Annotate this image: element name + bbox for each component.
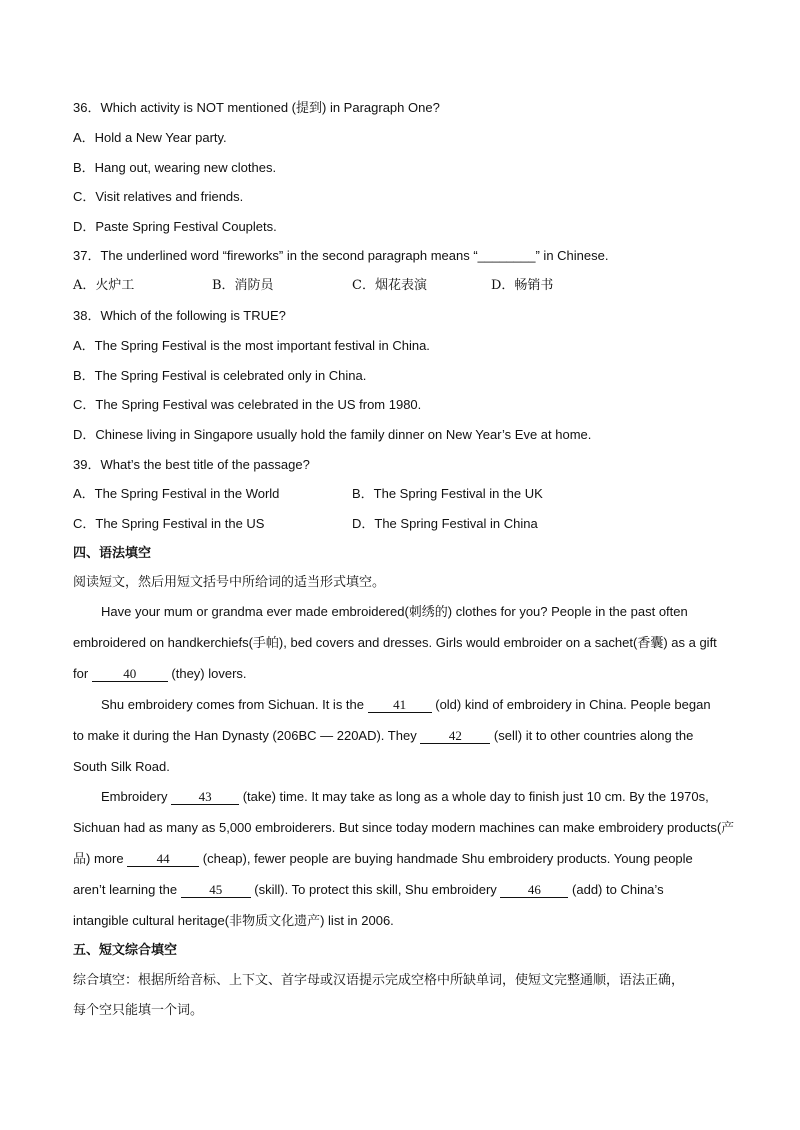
- q36-option-c: C．Visit relatives and friends.: [73, 189, 244, 204]
- passage-line: Sichuan had as many as 5,000 embroiderers. But since today modern machines can make embroidery products(产: [73, 820, 735, 835]
- blank-46[interactable]: 46: [500, 883, 568, 898]
- passage-line: aren’t learning the 45 (skill). To protect this skill, Shu embroidery 46 (add) to China’s: [73, 882, 664, 897]
- section4-heading: 四、语法填空: [73, 546, 152, 561]
- q38-option-d: D．Chinese living in Singapore usually hold the family dinner on New Year’s Eve at home.: [73, 427, 592, 442]
- q36-stem: 36．Which activity is NOT mentioned (提到) in Paragraph One?: [73, 100, 440, 115]
- passage-line: intangible cultural heritage(非物质文化遗产) list in 2006.: [73, 913, 394, 928]
- blank-40[interactable]: 40: [92, 667, 168, 682]
- q38-option-c: C．The Spring Festival was celebrated in the US from 1980.: [73, 397, 422, 412]
- blank-41[interactable]: 41: [368, 698, 432, 713]
- q37-option-a: A．火炉工: [73, 278, 135, 293]
- q37-option-b: B．消防员: [212, 278, 274, 293]
- q39-option-a: A．The Spring Festival in the World: [73, 486, 280, 501]
- blank-43[interactable]: 43: [171, 790, 239, 805]
- section5-heading: 五、短文综合填空: [73, 943, 178, 958]
- q39-stem: 39．What’s the best title of the passage?: [73, 457, 310, 472]
- passage-line: Shu embroidery comes from Sichuan. It is the 41 (old) kind of embroidery in China. People began: [101, 697, 711, 712]
- q37-option-d: D．畅销书: [491, 278, 554, 293]
- section4-instruction: 阅读短文，然后用短文括号中所给词的适当形式填空。: [73, 575, 386, 590]
- blank-44[interactable]: 44: [127, 852, 199, 867]
- passage-line: to make it during the Han Dynasty (206BC — 220AD). They 42 (sell) it to other countries along the: [73, 728, 694, 743]
- q38-option-a: A．The Spring Festival is the most important festival in China.: [73, 338, 430, 353]
- section5-instruction-cont: 每个空只能填一个词。: [73, 1003, 204, 1018]
- q39-option-b: B．The Spring Festival in the UK: [352, 486, 543, 501]
- passage-line: embroidered on handkerchiefs(手帕), bed covers and dresses. Girls would embroider on a sachet(香囊) as a gift: [73, 635, 717, 650]
- q36-option-a: A．Hold a New Year party.: [73, 130, 227, 145]
- passage-line: for 40 (they) lovers.: [73, 666, 247, 681]
- passage-line: 品) more 44 (cheap), fewer people are buying handmade Shu embroidery products. Young people: [73, 851, 693, 866]
- section5-instruction: 综合填空：根据所给音标、上下文、首字母或汉语提示完成空格中所缺单词，使短文完整通顺，语法正确，: [73, 973, 685, 988]
- q38-stem: 38．Which of the following is TRUE?: [73, 308, 286, 323]
- passage-line: Embroidery 43 (take) time. It may take as long as a whole day to finish just 10 cm. By the 1970s,: [101, 789, 709, 804]
- q37-stem: 37．The underlined word “fireworks” in the second paragraph means “________” in Chinese.: [73, 248, 609, 263]
- passage-line: South Silk Road.: [73, 759, 170, 774]
- q38-option-b: B．The Spring Festival is celebrated only in China.: [73, 368, 367, 383]
- q36-option-b: B．Hang out, wearing new clothes.: [73, 160, 277, 175]
- q37-option-c: C．烟花表演: [352, 278, 427, 293]
- q39-option-d: D．The Spring Festival in China: [352, 516, 538, 531]
- passage-line: Have your mum or grandma ever made embroidered(刺绣的) clothes for you? People in the past often: [101, 604, 688, 619]
- q39-option-c: C．The Spring Festival in the US: [73, 516, 265, 531]
- blank-45[interactable]: 45: [181, 883, 251, 898]
- q36-option-d: D．Paste Spring Festival Couplets.: [73, 219, 277, 234]
- blank-42[interactable]: 42: [420, 729, 490, 744]
